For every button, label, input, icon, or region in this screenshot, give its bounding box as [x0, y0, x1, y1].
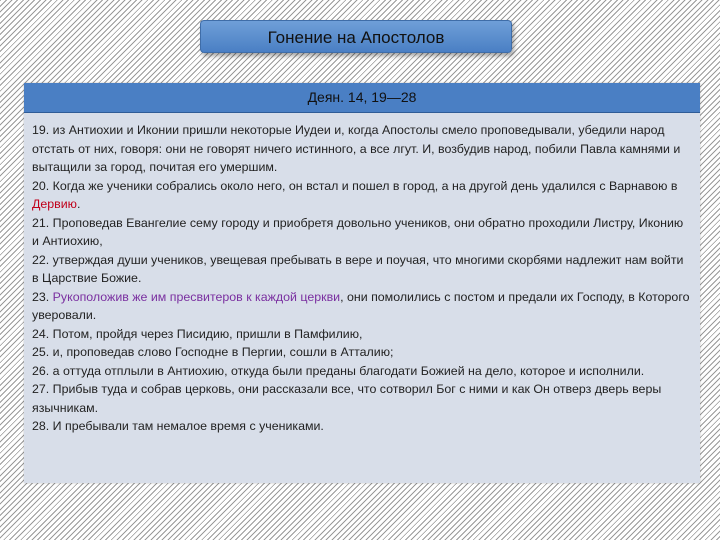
scripture-panel — [24, 83, 700, 483]
verse-21: 21. Проповедав Евангелие сему городу и приобретя довольно учеников, они обратно проходили Листру, Иконию и Антиохию, — [32, 215, 684, 248]
slide-title: Гонение на Апостолов — [200, 20, 512, 53]
verse-19: 19. из Антиохии и Иконии пришли некоторые Иудеи и, когда Апостолы смело проповедывали, убедили народ отстать от них, говоря: они не говорят ничего истинного, а все лгут. И, возбудив народ, побили Павла камнями и вытащили за город, почитая его умершим. — [32, 123, 681, 174]
verse-28: 28. И пребывали там немалое время с учениками. — [32, 419, 324, 433]
verse-26: 26. а оттуда отплыли в Антиохию, откуда были преданы благодати Божией на дело, которое и исполнили. — [32, 363, 645, 378]
verse-25: 25. и, проповедав слово Господне в Пергии, сошли в Атталию; — [32, 345, 394, 359]
verse-27: 27. Прибыв туда и собрав церковь, они рассказали все, что сотворил Бог с ними и как Он отверз дверь веры язычникам. — [32, 382, 662, 415]
verse-20: 20. Когда же ученики собрались около него, он встал и пошел в город, а на другой день удалился с Варнавою в Дервию. — [32, 178, 678, 211]
highlight-ordination: Рукоположив же им пресвитеров к каждой церкви — [52, 289, 341, 304]
highlight-derbe: Дервию — [32, 197, 77, 211]
verse-24: 24. Потом, пройдя через Писидию, пришли в Памфилию, — [32, 326, 363, 341]
verse-22: 22. утверждая души учеников, увещевая пребывать в вере и поучая, что многими скорбями надлежит нам войти в Царствие Божие. — [32, 252, 684, 285]
verse-list — [24, 113, 700, 436]
verse-23: 23. Рукоположив же им пресвитеров к каждой церкви, они помолились с постом и предали их Господу, в Которого уверовали. — [32, 289, 690, 322]
scripture-reference: Деян. 14, 19—28 — [24, 83, 700, 113]
